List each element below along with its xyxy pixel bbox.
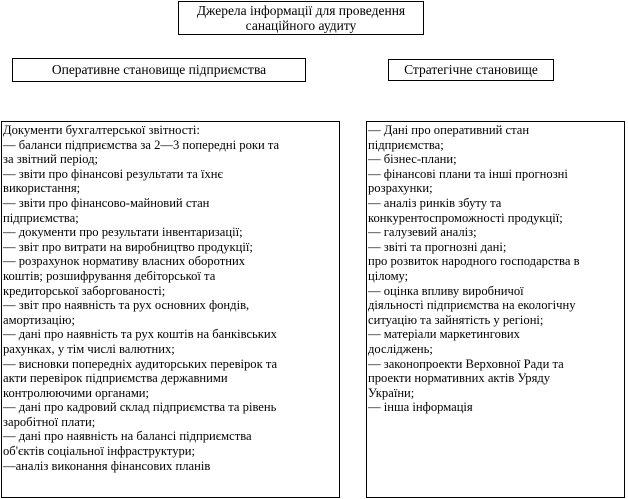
title-line-2: санаційного аудиту (245, 18, 357, 33)
list-line: — дані про наявність на балансі підприємства (3, 429, 252, 444)
strategic-heading: Стратегічне становище (388, 59, 554, 81)
list-line: ситуацію та зайнятість у регіоні; (368, 312, 544, 327)
title-line-1: Джерела інформації для проведення (196, 3, 406, 18)
list-line: — аналіз ринків збуту та (368, 195, 502, 210)
list-line: — матеріали маркетингових (368, 327, 520, 342)
list-line: — дані про наявність та рух коштів на банківських (3, 327, 277, 342)
list-line: проекти нормативних актів Уряду (368, 371, 551, 386)
list-line: — інша інформація (368, 400, 473, 415)
list-line: — документи про результати інвентаризації; (3, 225, 243, 240)
list-line: Документи бухгалтерської звітності: (3, 123, 200, 137)
list-line: України; (368, 385, 415, 400)
list-line: — законопроекти Верховної Ради та (368, 356, 564, 371)
list-line: — звіт про витрати на виробництво продукції; (3, 239, 253, 254)
operational-heading: Оперативне становище підприємства (12, 58, 306, 82)
strategic-sources-list (366, 121, 625, 498)
list-line: цілому; (368, 268, 409, 283)
list-line: кредиторської заборгованості; (3, 283, 166, 298)
list-line: — бізнес-плани; (368, 152, 457, 167)
list-line: — розрахунок нормативу власних оборотних (3, 254, 245, 269)
list-line: акти перевірок підприємства державними (3, 371, 228, 386)
list-line: конкурентоспроможності продукції; (368, 210, 563, 225)
list-line: рахунках, у тім числі валютних; (3, 341, 175, 356)
list-line: досліджень; (368, 341, 433, 356)
list-line: — звіти про фінансові результати та їхнє (3, 166, 223, 181)
list-line: — баланси підприємства за 2—3 попередні роки та (3, 137, 280, 152)
list-line: об'єктів соціальної інфраструктури; (3, 444, 196, 459)
list-line: за звітний період; (3, 152, 98, 167)
list-line: про розвиток народного господарства в (368, 254, 580, 269)
list-line: — оцінка впливу виробничої (368, 283, 524, 298)
list-line: — Дані про оперативний стан (368, 123, 530, 137)
operational-sources-list (1, 121, 340, 498)
list-line: діяльності підприємства на екологічну (368, 298, 576, 313)
list-line: — звіт про наявність та рух основних фондів, (3, 298, 250, 313)
list-line: — звіти про фінансово-майновий стан (3, 195, 210, 210)
list-line: — дані про кадровий склад підприємства та рівень (3, 400, 277, 415)
list-line: амортизацію; (3, 312, 75, 327)
list-line: — фінансові плани та інші прогнозні (368, 166, 568, 181)
list-line: розрахунки; (368, 181, 433, 196)
list-line: коштів; розшифрування дебіторської та (3, 268, 216, 283)
list-line: заробітної плати; (3, 414, 96, 429)
list-line: — звіті та прогнозні дані; (368, 239, 507, 254)
list-line: підприємства; (368, 137, 444, 152)
list-line: — висновки попередніх аудиторських перевірок та (3, 356, 278, 371)
title-box (178, 1, 424, 35)
list-line: — галузевий аналіз; (368, 225, 477, 240)
list-line: підприємства; (3, 210, 79, 225)
list-line: —аналіз виконання фінансових планів (3, 458, 211, 473)
list-line: використання; (3, 181, 81, 196)
list-line: контролюючими органами; (3, 385, 150, 400)
